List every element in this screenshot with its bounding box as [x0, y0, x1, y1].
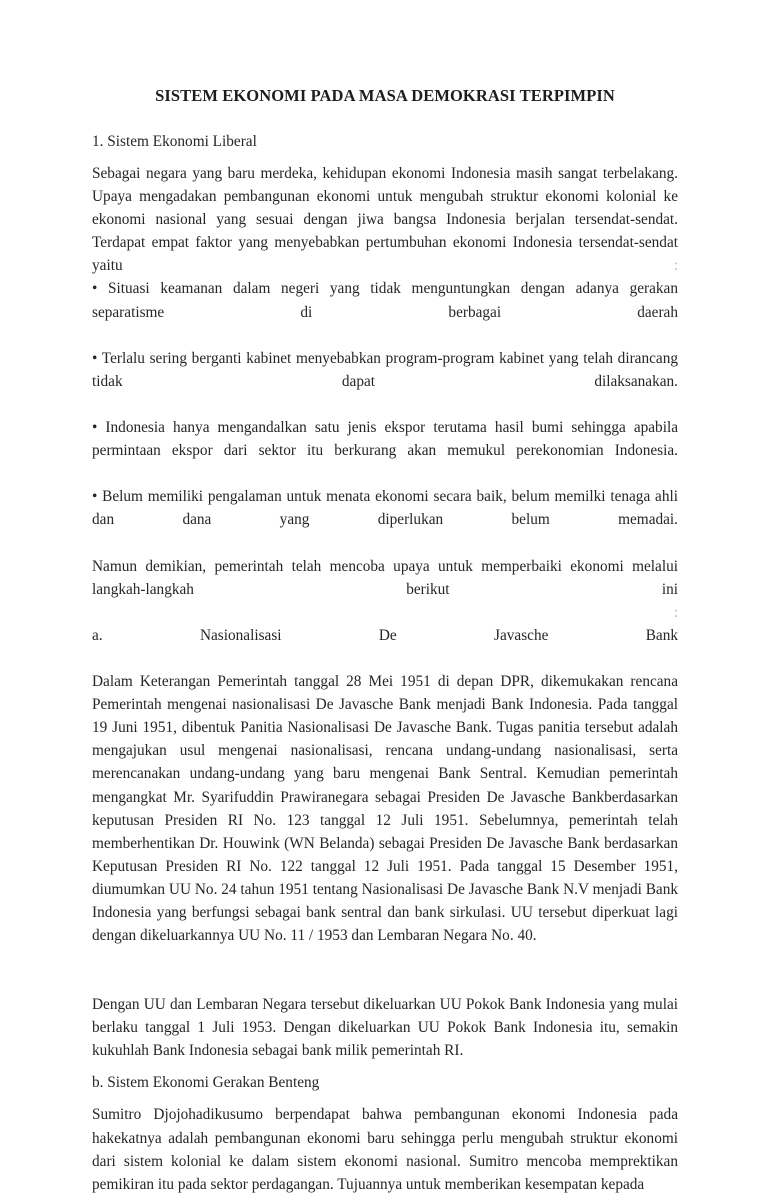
sub-heading-b: b. Sistem Ekonomi Gerakan Benteng	[92, 1074, 320, 1092]
paragraph-1: Sebagai negara yang baru merdeka, kehidupan ekonomi Indonesia masih sangat terbelakang. Upaya mengadakan pembangunan ekonomi untuk mengubah struktur ekonomi kolonial ke ekonomi nasional yang sesuai dengan jiwa bangsa Indonesia berjalan tersendat-sendat. Terdapat empat faktor yang menyebabkan pertumbuhan ekonomi Indonesia tersendat-sendat yaitu	[92, 165, 678, 275]
paragraph-3: Dalam Keterangan Pemerintah tanggal 28 Mei 1951 di depan DPR, dikemukakan rencana Pemerintah mengenai nasionalisasi De Javasche Bank menjadi Bank Indonesia. Pada tanggal 19 Juni 1951, dibentuk Panitia Nasionalisasi De Javasche Bank. Tugas panitia tersebut adalah mengajukan usul mengenai nasionalisasi, rencana undang-undang nasionalisasi, serta merencanakan undang-undang yang baru mengenai Bank Sentral. Kemudian pemerintah mengangkat Mr. Syarifuddin Prawiranegara sebagai Presiden De Javasche Bankberdasarkan keputusan Presiden RI No. 123 tanggal 12 Juli 1951. Sebelumnya, pemerintah telah memberhentikan Dr. Houwink (WN Belanda) sebagai Presiden De Javasche Bank berdasarkan Keputusan Presiden RI No. 122 tanggal 12 Juli 1951. Pada tanggal 15 Desember 1951, diumumkan UU No. 24 tahun 1951 tentang Nasionalisasi De Javasche Bank N.V menjadi Bank Indonesia yang berfungsi sebagai bank sentral dan bank sirkulasi. UU tersebut diperkuat lagi dengan dikeluarkannya UU No. 11 / 1953 dan Lembaran Negara No. 40.	[92, 673, 678, 945]
paragraph-5: Sumitro Djojohadikusumo berpendapat bahwa pembangunan ekonomi Indonesia pada hakekatnya adalah pembangunan ekonomi baru sehingga perlu mengubah struktur ekonomi dari sistem kolonial ke dalam sistem ekonomi nasional. Sumitro mencoba memprektikan pemikiran itu pada sektor perdagangan. Tujuannya untuk memberikan kesempatan kepada	[92, 1106, 678, 1193]
paragraph-spacer	[92, 947, 678, 993]
sub-heading-a: a. Nasionalisasi De Javasche Bank	[92, 626, 678, 644]
page-title: SISTEM EKONOMI PADA MASA DEMOKRASI TERPIMPIN	[155, 86, 615, 105]
heading-spacer-b	[92, 1062, 678, 1071]
section-heading-1: 1. Sistem Ekonomi Liberal	[92, 133, 257, 150]
paragraph-1-trailing-colon: :	[673, 257, 678, 275]
paragraph-2: Namun demikian, pemerintah telah mencoba upaya untuk memperbaiki ekonomi melalui langkah-langkah berikut ini	[92, 557, 678, 598]
bullet-item-2: • Terlalu sering berganti kabinet menyebabkan program-program kabinet yang telah dirancang tidak dapat dilaksanakan.	[92, 349, 678, 390]
bullet-item-4: • Belum memiliki pengalaman untuk menata ekonomi secara baik, belum memilki tenaga ahli dan dana yang diperlukan belum memadai.	[92, 488, 678, 529]
bullet-item-1: • Situasi keamanan dalam negeri yang tidak menguntungkan dengan adanya gerakan separatisme di berbagai daerah	[92, 280, 678, 321]
paragraph-2-trailing-colon: :	[673, 603, 678, 621]
document-body	[92, 84, 678, 1196]
bullet-item-3: • Indonesia hanya mengandalkan satu jenis ekspor terutama hasil bumi sehingga apabila permintaan ekspor dari sektor itu berkurang akan memukul perekonomian Indonesia.	[92, 419, 678, 460]
paragraph-4: Dengan UU dan Lembaran Negara tersebut dikeluarkan UU Pokok Bank Indonesia yang mulai berlaku tanggal 1 Juli 1953. Dengan dikeluarkan UU Pokok Bank Indonesia itu, semakin kukuhlah Bank Indonesia sebagai bank milik pemerintah RI.	[92, 996, 678, 1060]
